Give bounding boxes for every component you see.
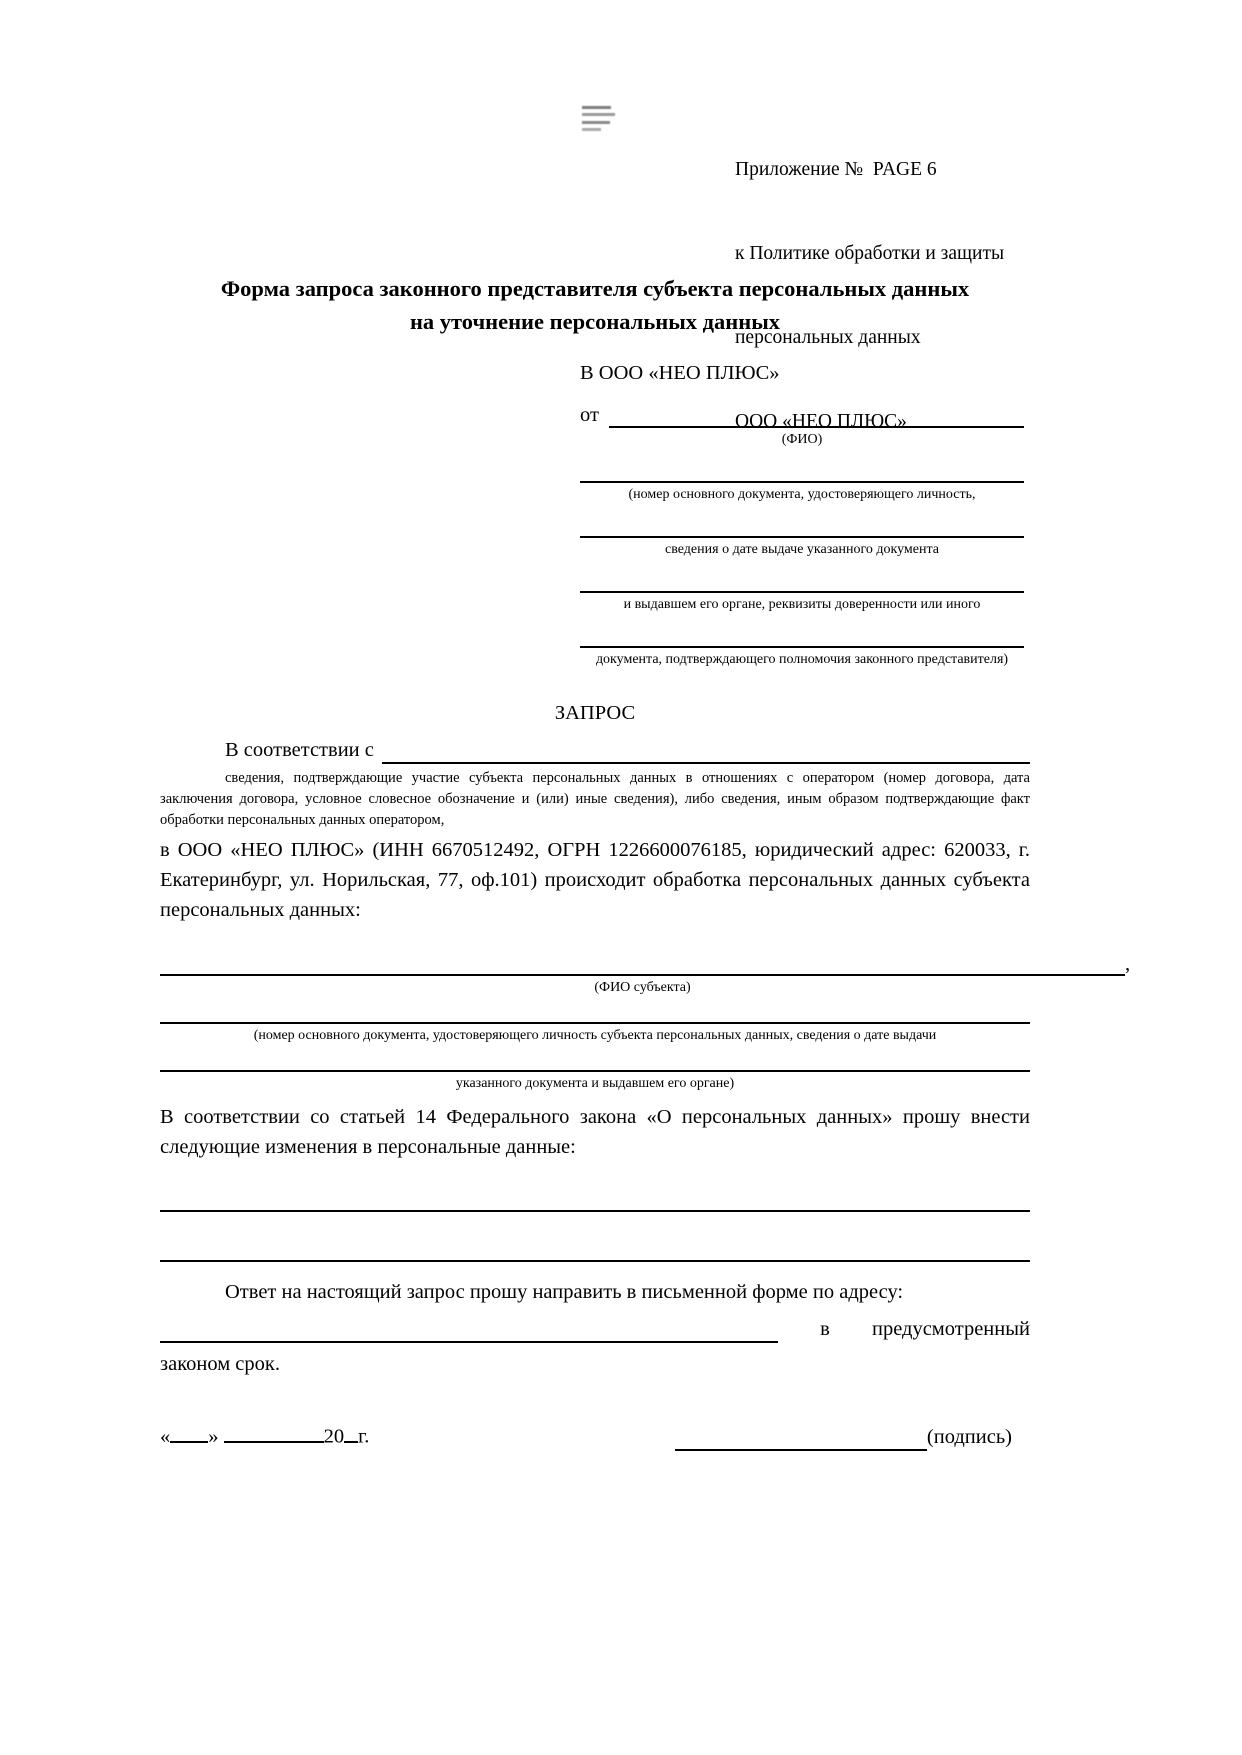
subject-doc-input-line-1[interactable] — [160, 1022, 1030, 1024]
answer-tail-line: законом срок. — [160, 1353, 280, 1375]
appendix-header-line-3: персональных данных — [735, 327, 921, 348]
signature-field-group — [675, 1424, 1012, 1451]
representative-doc-input-line-3[interactable] — [580, 591, 1024, 593]
representative-doc-input-line-2[interactable] — [580, 536, 1024, 538]
address-field-row — [160, 1316, 1030, 1343]
basis-input-line[interactable] — [382, 741, 1030, 764]
representative-doc-caption-4: документа, подтверждающего полномочия законного представителя) — [595, 652, 1009, 667]
changes-input-line-1[interactable] — [160, 1210, 1030, 1212]
address-input-line[interactable] — [160, 1321, 778, 1343]
representative-doc-field-1 — [580, 481, 1024, 503]
document-title-line-2: на уточнение персональных данных — [409, 309, 781, 334]
subject-doc-input-line-2[interactable] — [160, 1070, 1030, 1072]
trailing-comma: , — [1125, 953, 1131, 975]
representative-doc-field-2 — [580, 536, 1024, 558]
subject-fio-field-row — [160, 953, 1140, 976]
date-year-input-line[interactable] — [344, 1422, 358, 1443]
document-title — [160, 272, 1030, 338]
representative-doc-caption-3: и выдавшем его органе, реквизиты доверенности или иного — [623, 597, 981, 612]
representative-doc-field-4 — [580, 646, 1024, 668]
law-paragraph: В соответствии со статьей 14 Федерального закона «О персональных данных» прошу внести следующие изменения в персональные данные: — [160, 1106, 1030, 1158]
representative-fio-caption: (ФИО) — [781, 432, 823, 447]
answer-paragraph: Ответ на настоящий запрос прошу направить в письменной форме по адресу: — [225, 1281, 904, 1303]
from-field-row — [580, 403, 1024, 428]
intro-label: В соответствии с — [225, 739, 374, 761]
subject-doc-caption-1: (номер основного документа, удостоверяющего личность субъекта персональных данных, сведения о дате выдачи — [253, 1028, 937, 1043]
basis-footnote: сведения, подтверждающие участие субъекта персональных данных в отношениях с оператором (номер договора, дата заключения договора, условное словесное обозначение и (или) иные сведения), либо сведения, иным образом подтверждающие факт обработки персональных данных оператором, — [160, 770, 1030, 828]
subject-doc-field-1 — [160, 1022, 1030, 1044]
answer-tail-word-1: в — [820, 1318, 830, 1340]
representative-doc-caption-1: (номер основного документа, удостоверяющего личность, — [628, 487, 976, 502]
date-day-input-line[interactable] — [170, 1422, 208, 1443]
subject-fio-input-line[interactable] — [160, 954, 1125, 976]
intro-field-row — [160, 737, 1030, 764]
subject-doc-field-2 — [160, 1070, 1030, 1092]
representative-doc-caption-2: сведения о дате выдаче указанного документа — [665, 542, 939, 557]
request-heading: ЗАПРОС — [554, 702, 636, 724]
representative-doc-input-line-1[interactable] — [580, 481, 1024, 483]
subject-fio-caption: (ФИО субъекта) — [594, 980, 691, 995]
appendix-header-line-1: Приложение № PAGE 6 — [735, 159, 937, 180]
changes-input-line-2[interactable] — [160, 1260, 1030, 1262]
appendix-header-line-4: ООО «НЕО ПЛЮС» — [735, 411, 907, 432]
date-quote-close: » — [208, 1425, 219, 1448]
representative-doc-field-3 — [580, 591, 1024, 613]
signature-input-line[interactable] — [675, 1430, 927, 1451]
addressee-block — [580, 360, 1024, 668]
representative-fio-input-line[interactable] — [609, 405, 1024, 428]
addressee-organization: В ООО «НЕО ПЛЮС» — [580, 362, 780, 384]
date-field-group — [160, 1422, 369, 1451]
document-title-line-1: Форма запроса законного представителя субъекта персональных данных — [220, 276, 970, 301]
document-content — [160, 0, 1131, 1451]
signature-row — [160, 1422, 1030, 1451]
answer-tail-word-2: предусмотренный — [871, 1318, 1030, 1340]
date-quote-open: « — [160, 1425, 171, 1448]
date-month-input-line[interactable] — [224, 1422, 324, 1443]
operator-paragraph: в ООО «НЕО ПЛЮС» (ИНН 6670512492, ОГРН 1226600076185, юридический адрес: 620033, г. Екатеринбург, ул. Норильская, 77, оф.101) происходит обработка персональных данных субъекта персональных данных: — [160, 839, 1030, 921]
appendix-header-line-2: к Политике обработки и защиты — [735, 243, 1005, 264]
representative-doc-input-line-4[interactable] — [580, 646, 1024, 648]
from-label: от — [580, 404, 599, 426]
signature-caption: (подпись) — [926, 1425, 1012, 1448]
date-year-prefix: 20 — [323, 1425, 345, 1448]
date-year-suffix: г. — [358, 1425, 370, 1448]
subject-doc-caption-2: указанного документа и выдавшем его органе) — [455, 1076, 735, 1091]
